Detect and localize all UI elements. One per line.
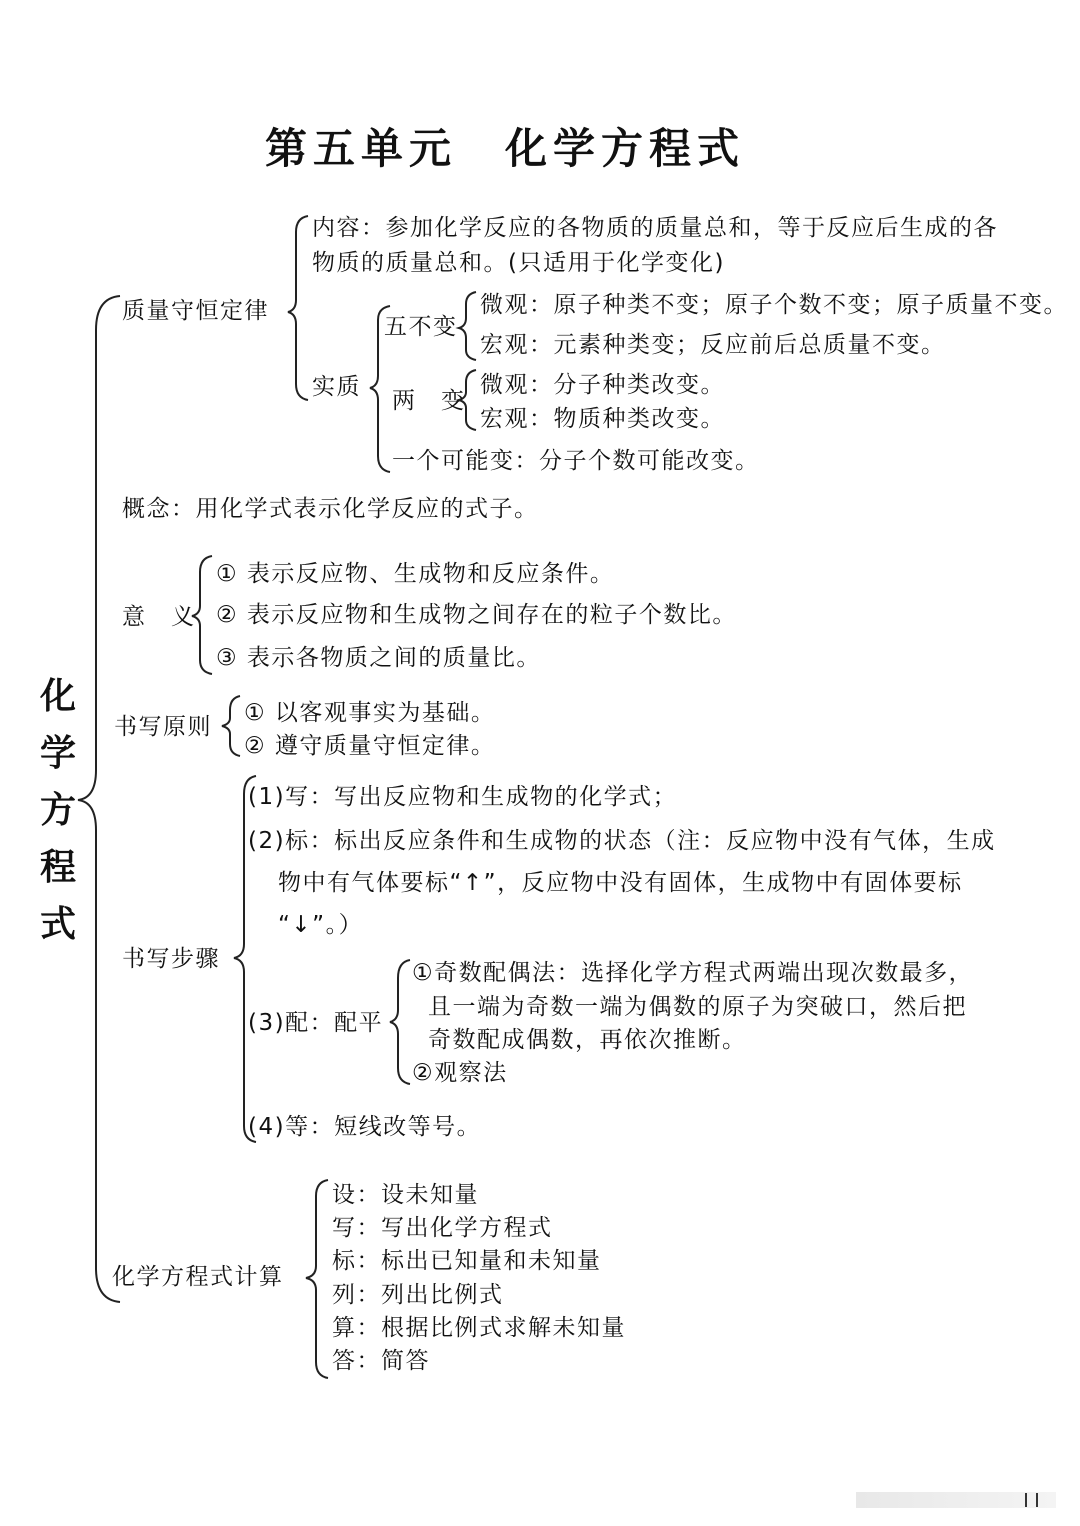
principles-brace xyxy=(222,696,240,756)
calculation-label: 化学方程式计算 xyxy=(112,1264,284,1290)
calculation-item: 设：设未知量 xyxy=(332,1182,479,1208)
footer-bar xyxy=(856,1492,1056,1508)
root-brace xyxy=(78,296,120,1302)
conservation-label: 质量守恒定律 xyxy=(122,298,269,324)
meaning-label: 意 义 xyxy=(122,604,196,630)
root-char: 程 xyxy=(39,846,76,888)
maybe-change-text: 一个可能变：分子个数可能改变。 xyxy=(392,448,760,474)
five-constant-brace xyxy=(459,292,476,360)
step-2-line2: 物中有气体要标“↑”，反应物中没有固体，生成物中有固体要标 xyxy=(278,870,963,896)
essence-label: 实质 xyxy=(312,374,361,400)
root-char: 式 xyxy=(39,903,76,945)
root-char: 化 xyxy=(39,675,76,717)
calculation-item: 写：写出化学方程式 xyxy=(332,1215,553,1241)
five-constant-label: 五不变 xyxy=(384,314,458,340)
step-2-line3: “↓”。） xyxy=(278,912,364,938)
step-3-method1-line1: ①奇数配偶法：选择化学方程式两端出现次数最多， xyxy=(412,960,974,986)
calculation-item: 算：根据比例式求解未知量 xyxy=(332,1315,626,1341)
calculation-item: 标：标出已知量和未知量 xyxy=(332,1248,602,1274)
step-3-label: (3)配：配平 xyxy=(248,1010,384,1036)
step-1: (1)写：写出反应物和生成物的化学式； xyxy=(248,784,678,810)
micro-change-text: 微观：分子种类改变。 xyxy=(480,372,725,398)
steps-label: 书写步骤 xyxy=(122,946,220,972)
calculation-brace xyxy=(306,1180,328,1378)
calculation-item: 答：简答 xyxy=(332,1348,430,1374)
principle-item: ① 以客观事实为基础。 xyxy=(244,700,496,726)
conservation-brace xyxy=(288,216,308,400)
conservation-content-line1: 内容：参加化学反应的各物质的质量总和，等于反应后生成的各 xyxy=(312,215,998,241)
macro-constant-text: 宏观：元素种类变；反应前后总质量不变。 xyxy=(480,332,946,358)
page-title: 第五单元 化学方程式 xyxy=(264,124,745,173)
pause-icon xyxy=(1025,1493,1038,1507)
micro-constant-text: 微观：原子种类不变；原子个数不变；原子质量不变。 xyxy=(480,292,1068,318)
step-2-line1: (2)标：标出反应条件和生成物的状态（注：反应物中没有气体，生成 xyxy=(248,828,996,854)
root-char: 方 xyxy=(39,789,76,831)
meaning-item: ① 表示反应物、生成物和反应条件。 xyxy=(216,561,615,587)
meaning-item: ② 表示反应物和生成物之间存在的粒子个数比。 xyxy=(216,602,737,628)
conservation-content-line2: 物质的质量总和。(只适用于化学变化) xyxy=(312,250,725,276)
macro-change-text: 宏观：物质种类改变。 xyxy=(480,406,725,432)
step-3-method2: ②观察法 xyxy=(412,1060,508,1086)
principle-item: ② 遵守质量守恒定律。 xyxy=(244,733,496,759)
meaning-item: ③ 表示各物质之间的质量比。 xyxy=(216,645,541,671)
principles-label: 书写原则 xyxy=(114,714,212,740)
balance-brace xyxy=(390,960,410,1084)
two-change-label: 两 变 xyxy=(392,388,466,414)
root-char: 学 xyxy=(39,732,76,774)
concept-text: 概念：用化学式表示化学反应的式子。 xyxy=(122,496,539,522)
step-3-method1-line3: 奇数配成偶数，再依次推断。 xyxy=(428,1027,747,1053)
step-4: (4)等：短线改等号。 xyxy=(248,1114,482,1140)
step-3-method1-line2: 且一端为奇数一端为偶数的原子为突破口，然后把 xyxy=(428,994,967,1020)
calculation-item: 列：列出比例式 xyxy=(332,1282,504,1308)
